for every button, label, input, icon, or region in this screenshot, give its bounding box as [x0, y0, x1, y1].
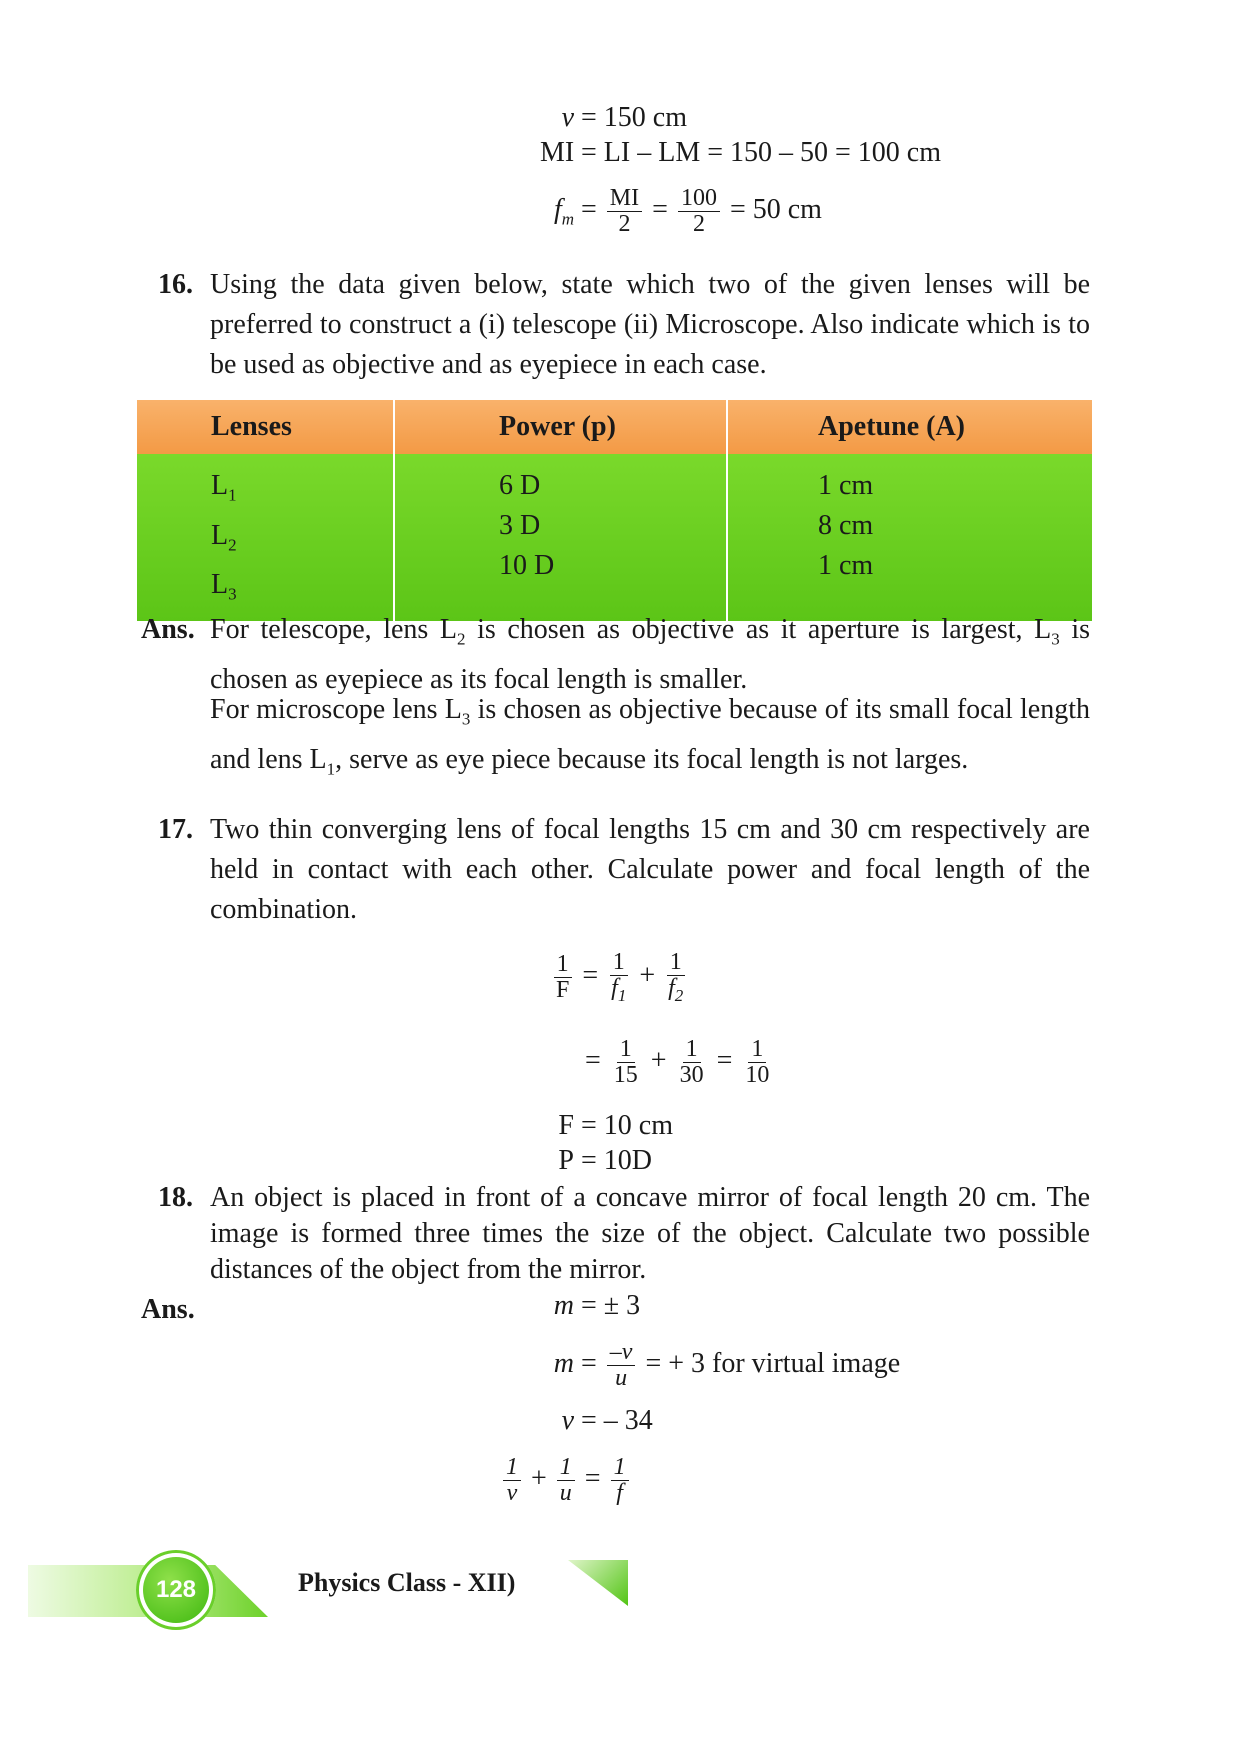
- column-header-aperture: Apetune (A): [727, 400, 1092, 454]
- equation-mi: MI = LI – LM = 150 – 50 = 100 cm: [540, 137, 942, 168]
- table-cell: 3 D: [499, 510, 541, 541]
- table-cell: $L_2$: [211, 519, 237, 555]
- question-text: An object is placed in front of a concave mirror of focal length 20 cm. The image is formed three times the size of the object. Calculate two possible distances of the object from the mirror.: [210, 1182, 1090, 1285]
- table-cell: $L_3$: [211, 569, 237, 604]
- footer-title: Physics Class - XII): [298, 1568, 516, 1597]
- footer-triangle-decoration: [568, 1560, 628, 1606]
- answer-label: Ans.: [141, 614, 195, 645]
- question-number: 16.: [158, 269, 193, 300]
- table-cell: 10 D: [499, 550, 555, 581]
- equation-v-value: v = – 34: [561, 1405, 653, 1436]
- fraction: $\frac{MI}{2}$: [607, 186, 642, 237]
- column-header-power: Power (p): [394, 400, 727, 454]
- lens-data-table: [137, 400, 1092, 621]
- answer-paragraph-microscope: For microscope lens $L_3$ is chosen as objective because of its small focal length and lens $L_1$, serve as eye piece because its focal length is not larges.: [210, 694, 1090, 779]
- page-number: 128: [143, 1557, 209, 1623]
- question-number: 18.: [158, 1182, 193, 1213]
- table-cell: 6 D: [499, 470, 541, 501]
- answer-label: Ans.: [141, 1294, 195, 1325]
- equation-v: v = 150 cm: [561, 102, 687, 133]
- question-text: Using the data given below, state which two of the given lenses will be preferred to construct a (i) telescope (ii) Microscope. Also indicate which is to be used as objective and as eyepiece in each case.: [210, 269, 1090, 380]
- table-body-row: [137, 454, 1092, 621]
- aperture-column: [727, 454, 1092, 621]
- table-cell: 1 cm: [818, 470, 874, 501]
- table-cell: $L_1$: [211, 470, 237, 505]
- column-header-lenses: Lenses: [137, 400, 394, 454]
- table-header-row: [137, 400, 1092, 454]
- power-column: [394, 454, 727, 621]
- equation-mirror-formula: $\frac{1}{v}$ + $\frac{1}{u}$ = $\frac{1}{f}$: [500, 1455, 632, 1506]
- equation-lens-combination: $\frac{1}{F}$ = $\frac{1}{f_1}$ + $\frac{1}{f_2}$: [550, 950, 689, 1005]
- equation-substitution: = $\frac{1}{15}$ + $\frac{1}{30}$ = $\frac{1}{10}$: [585, 1036, 770, 1089]
- equation-focal-result: F = 10 cm: [558, 1110, 673, 1141]
- equation-power-result: P = 10D: [558, 1145, 653, 1176]
- equation-magnification: m = ± 3: [553, 1290, 641, 1321]
- fraction: $\frac{100}{2}$: [678, 186, 720, 237]
- question-number: 17.: [158, 814, 193, 845]
- page-number-badge: [136, 1550, 216, 1630]
- equation-virtual-image: m = $\frac{-v}{u}$ = + 3 for virtual image: [553, 1339, 901, 1392]
- lens-column: [137, 454, 394, 621]
- answer-paragraph-telescope: For telescope, lens $L_2$ is chosen as objective as it aperture is largest, $L_3$ is chosen as eyepiece as its focal length is smaller.: [210, 614, 1090, 695]
- table-cell: 8 cm: [818, 510, 874, 541]
- table-cell: 1 cm: [818, 550, 874, 581]
- equation-fm: $f_m$ = $\frac{MI}{2}$ = $\frac{100}{2}$ = 50 cm: [553, 185, 822, 238]
- question-text: Two thin converging lens of focal lengths 15 cm and 30 cm respectively are held in contact with each other. Calculate power and focal length of the combination.: [210, 814, 1090, 925]
